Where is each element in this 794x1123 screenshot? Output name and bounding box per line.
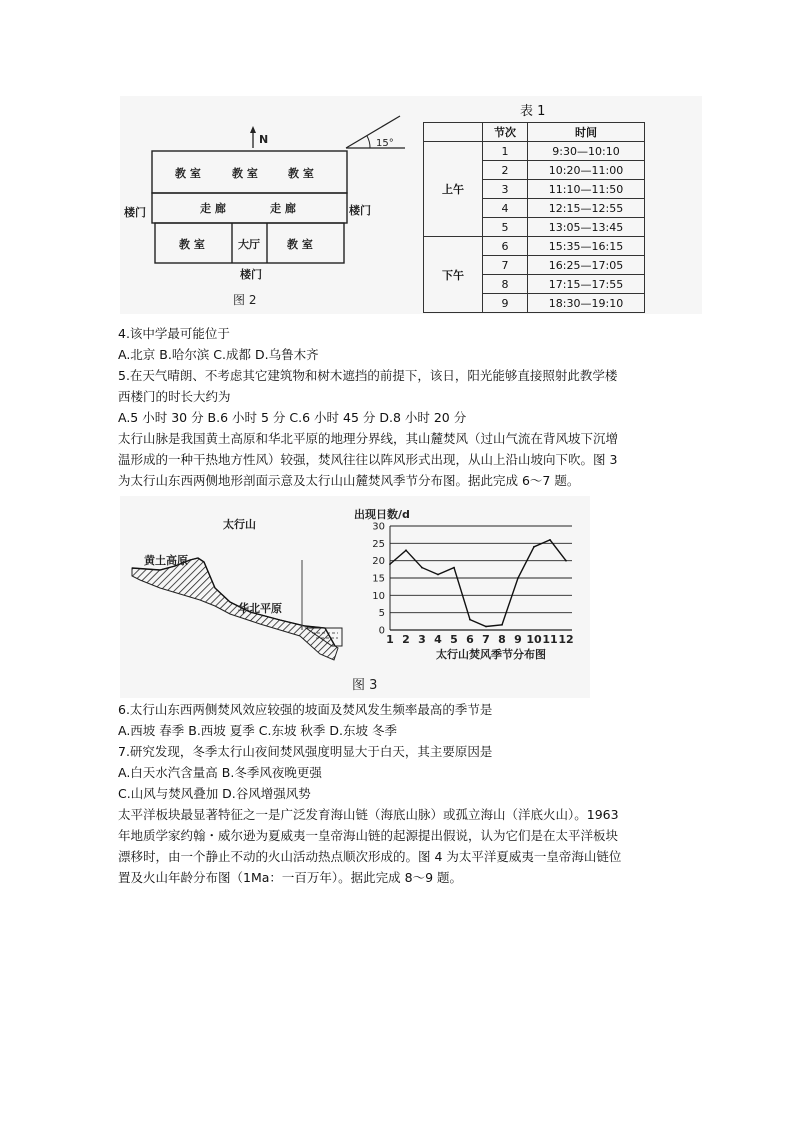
- east-door-label: 楼门: [349, 204, 371, 217]
- chart-x-ticks: [386, 633, 573, 646]
- chart-x-tick-label: 2: [402, 633, 410, 646]
- terrain-profile: [132, 517, 342, 660]
- question-7-options: C.山风与焚风叠加 D.谷风增强风势: [118, 786, 311, 801]
- chart-data-point: [533, 546, 535, 548]
- period-cell: 5: [483, 218, 528, 237]
- chart-y-tick-label: 5: [378, 608, 385, 620]
- intro-paragraph-line: 漂移时，由一个静止不动的火山活动热点顺次形成的。图 4 为太平洋夏威夷一皇帝海山链位: [118, 849, 622, 864]
- chart-x-tick-label: 3: [418, 633, 426, 646]
- intro-paragraph-line: 为太行山东西两侧地形剖面示意及太行山山麓焚风季节分布图。据此完成 6～7 题。: [118, 473, 580, 488]
- time-cell: 9:30—10:10: [528, 142, 645, 161]
- intro-paragraph-line: 年地质学家约翰・威尔逊为夏威夷一皇帝海山链的起源提出假说，认为它们是在太平洋板块: [118, 828, 619, 843]
- period-cell: 2: [483, 161, 528, 180]
- figure-2-caption: 图 2: [233, 293, 257, 307]
- hall-label: 大厅: [238, 238, 260, 251]
- chart-data-point: [405, 549, 407, 551]
- figure-2-diagram: [120, 96, 420, 314]
- period-cell: 8: [483, 275, 528, 294]
- chart-x-tick-label: 4: [434, 633, 442, 646]
- chart-y-tick-label: 25: [372, 538, 385, 550]
- chart-data-point: [453, 567, 455, 569]
- chart-x-tick-label: 7: [482, 633, 490, 646]
- classroom-label: 教 室: [287, 238, 313, 251]
- period-cell: 1: [483, 142, 528, 161]
- figure-3-caption: 图 3: [352, 678, 378, 693]
- chart-y-tick-label: 0: [378, 625, 385, 637]
- figure-3-panel: [120, 496, 590, 698]
- classroom-label: 教 室: [175, 167, 201, 180]
- corridor-label: 走 廊: [270, 202, 296, 215]
- header-time: 时间: [528, 123, 645, 142]
- question-7-stem: 7.研究发现，冬季太行山夜间焚风强度明显大于白天，其主要原因是: [118, 744, 493, 759]
- question-5-stem-cont: 西楼门的时长大约为: [118, 389, 231, 404]
- loess-plateau-label: 黄土高原: [144, 554, 188, 567]
- chart-series-line: [390, 540, 566, 627]
- chart-x-tick-label: 8: [498, 633, 506, 646]
- question-6-options: A.西坡 春季 B.西坡 夏季 C.东坡 秋季 D.东坡 冬季: [118, 723, 397, 738]
- period-cell: 7: [483, 256, 528, 275]
- figure-3-diagram: [120, 496, 590, 698]
- chart-x-tick-label: 10: [526, 633, 542, 646]
- chart-data-point: [437, 574, 439, 576]
- time-cell: 13:05—13:45: [528, 218, 645, 237]
- chart-x-tick-label: 11: [542, 633, 558, 646]
- chart-y-label: 出现日数/d: [354, 508, 410, 521]
- afternoon-label: 下午: [424, 237, 483, 313]
- question-5-options: A.5 小时 30 分 B.6 小时 5 分 C.6 小时 45 分 D.8 小时 20 分: [118, 410, 467, 425]
- chart-y-tick-label: 30: [372, 521, 385, 533]
- chart-data-point: [549, 539, 551, 541]
- table-1-panel: [420, 96, 702, 314]
- table-row: [424, 142, 645, 161]
- mountain-label-line: [223, 517, 256, 531]
- chart-title: 太行山焚风季节分布图: [436, 648, 546, 661]
- intro-paragraph-line: 太行山脉是我国黄土高原和华北平原的地理分界线，其山麓焚风（过山气流在背风坡下沉增: [118, 431, 619, 446]
- chart-data-point: [421, 567, 423, 569]
- time-cell: 15:35—16:15: [528, 237, 645, 256]
- question-6-stem: 6.太行山东西两侧焚风效应较强的坡面及焚风发生频率最高的季节是: [118, 702, 493, 717]
- chart-data-point: [485, 626, 487, 628]
- table-1-title: 表 1: [520, 104, 546, 119]
- question-5-stem: 5.在天气晴朗、不考虑其它建筑物和树木遮挡的前提下，该日，阳光能够直接照射此教学楼: [118, 368, 618, 383]
- classroom-label: 教 室: [232, 167, 258, 180]
- chart-x-tick-label: 9: [514, 633, 522, 646]
- schedule-table: [423, 122, 645, 313]
- angle-label: 15°: [376, 138, 394, 149]
- chart-data-point: [565, 560, 567, 562]
- chart-x-tick-label: 1: [386, 633, 394, 646]
- corridor-block: [152, 193, 347, 223]
- chart-points: [389, 539, 567, 627]
- chart-data-point: [469, 619, 471, 621]
- time-cell: 11:10—11:50: [528, 180, 645, 199]
- period-cell: 9: [483, 294, 528, 313]
- intro-paragraph-line: 置及火山年龄分布图（1Ma：一百万年）。据此完成 8～9 题。: [118, 870, 463, 885]
- chart-x-tick-label: 12: [558, 633, 574, 646]
- table-row: [424, 237, 645, 256]
- chart-data-point: [517, 577, 519, 579]
- time-cell: 16:25—17:05: [528, 256, 645, 275]
- chart-data-point: [389, 563, 391, 565]
- intro-paragraph-line: 温形成的一种干热地方性风）较强，焚风往往以阵风形式出现，从山上沿山坡向下吹。图 3: [118, 452, 618, 467]
- time-cell: 17:15—17:55: [528, 275, 645, 294]
- time-cell: 18:30—19:10: [528, 294, 645, 313]
- question-4-options: A.北京 B.哈尔滨 C.成都 D.乌鲁木齐: [118, 347, 319, 362]
- mountain-label: 太行山: [223, 518, 256, 531]
- chart-x-tick-label: 5: [450, 633, 458, 646]
- time-cell: 10:20—11:00: [528, 161, 645, 180]
- header-period: 节次: [483, 123, 528, 142]
- period-cell: 4: [483, 199, 528, 218]
- intro-paragraph-line: 太平洋板块最显著特征之一是广泛发育海山链（海底山脉）或孤立海山（洋底火山）。1963: [118, 807, 619, 822]
- foehn-season-chart: [354, 507, 574, 661]
- chart-y-tick-label: 20: [372, 556, 385, 568]
- north-china-plain-label: 华北平原: [238, 602, 282, 615]
- corridor-label: 走 廊: [200, 202, 226, 215]
- west-door-label: 楼门: [124, 206, 146, 219]
- time-cell: 12:15—12:55: [528, 199, 645, 218]
- chart-data-point: [501, 624, 503, 626]
- morning-label: 上午: [424, 142, 483, 237]
- chart-x-tick-label: 6: [466, 633, 474, 646]
- period-cell: 3: [483, 180, 528, 199]
- chart-y-tick-label: 10: [372, 590, 385, 602]
- south-door-label: 楼门: [240, 268, 262, 281]
- chart-y-tick-label: 15: [372, 573, 385, 585]
- question-7-options: A.白天水汽含量高 B.冬季风夜晚更强: [118, 765, 322, 780]
- classroom-label: 教 室: [288, 167, 314, 180]
- question-4-stem: 4.该中学最可能位于: [118, 326, 230, 341]
- figure-2-panel: [120, 96, 420, 314]
- chart-y-ticks: [372, 522, 385, 637]
- north-label: N: [259, 133, 269, 146]
- classroom-label: 教 室: [179, 238, 205, 251]
- period-cell: 6: [483, 237, 528, 256]
